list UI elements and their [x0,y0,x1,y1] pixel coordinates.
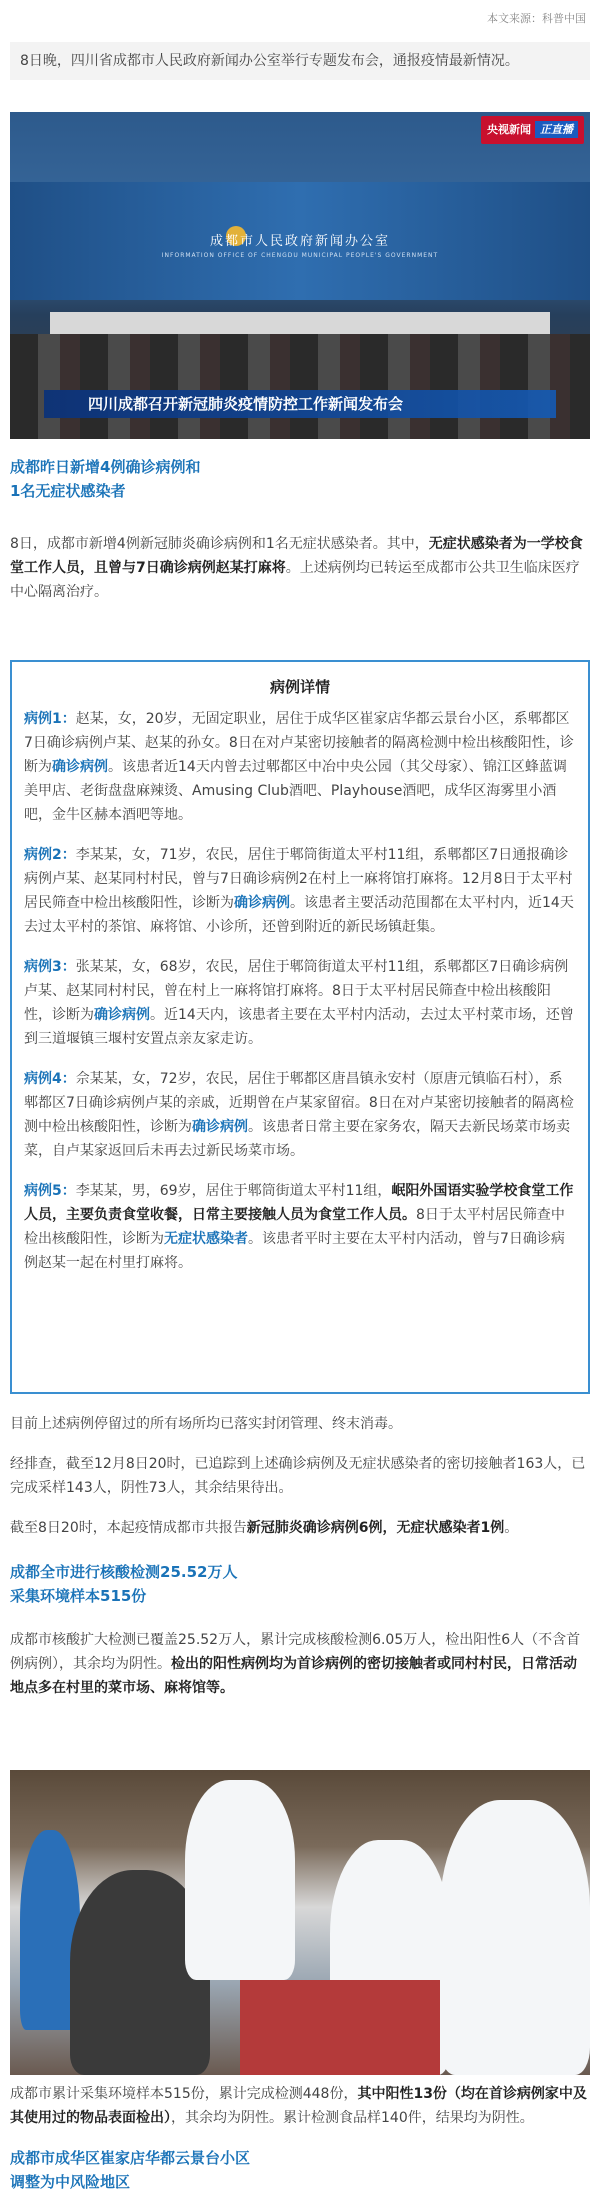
case-text: 李某某，女，71岁，农民，居住于郫筒街道太平村11组，系郫都区7日通报确诊病例卢某、赵某同村村民，曾与7日确诊病例2在村上一麻将馆打麻将。12月8日于太平村居民筛查中检出核酸阳性，诊断为 [24,847,573,911]
medical-worker [185,1780,295,1980]
case-3 [24,955,576,1051]
s3-bold: 其中阳性13份（均在首诊病例家中及其使用过的物品表面检出） [10,2086,587,2126]
case-text: 赵某，女，20岁，无固定职业，居住于成华区崔家店华都云景台小区，系郫都区7日确诊病例卢某、赵某的孙女。8日在对卢某密切接触者的隔离检测中检出核酸阳性，诊断为 [24,711,574,775]
office-name-en: INFORMATION OFFICE OF CHENGDU MUNICIPAL PEOPLE'S GOVERNMENT [161,252,439,259]
after-paragraph-1: 目前上述病例停留过的所有场所均已落实封闭管理、终末消毒。 [10,1416,402,1432]
case-2 [24,843,576,939]
medical-worker [440,1800,590,2075]
s2-bold: 检出的阳性病例均为首诊病例的密切接触者或同村村民，日常活动地点多在村里的菜市场、麻将馆等。 [10,1656,577,1696]
diagnosis-highlight: 确诊病例 [94,1007,150,1023]
case-label: 病例2： [24,847,76,863]
section1-title [10,455,200,503]
s3-text: 成都市累计采集环境样本515份，累计完成检测448份， [10,2086,358,2102]
source-credit: 本文来源：科普中国 [487,12,586,25]
intro-summary: 8日晚，四川省成都市人民政府新闻办公室举行专题发布会，通报疫情最新情况。 [10,42,590,80]
case-text: 佘某某，女，72岁，农民，居住于郫都区唐昌镇永安村（原唐元镇临石村），系郫都区7日确诊病例卢某的亲戚，近期曾在卢某家留宿。8日在对卢某密切接触者的隔离检测中检出核酸阳性，诊断为 [24,1071,574,1135]
testing-table [240,1980,440,2075]
section2-paragraph [10,1628,590,1700]
after-paragraph-2: 经排查，截至12月8日20时，已追踪到上述确诊病例及无症状感染者的密切接触者163人，已完成采样143人，阴性73人，其余结果待出。 [10,1456,586,1496]
s2-text: 成都市核酸扩大检测已覆盖25.52万人，累计完成核酸检测6.05万人，检出阳性6人（不含首例病例），其余均为阴性。 [10,1632,581,1672]
logo-text: 央视新闻 [487,123,531,136]
diagnosis-highlight: 无症状感染者 [164,1231,248,1247]
diagnosis-highlight: 确诊病例 [52,759,108,775]
nucleic-acid-testing-photo [10,1770,590,2075]
case-text: 李某某，男，69岁，居住于郫筒街道太平村11组， [75,1183,392,1199]
case-4 [24,1067,576,1163]
photo-caption: 四川成都召开新冠肺炎疫情防控工作新闻发布会 [44,390,556,418]
s1-text-c: 。上述病例均已转运至成都市公共卫生临床医疗中心隔离治疗。 [10,560,580,600]
case-label: 病例1： [24,711,76,727]
section2-title-line2: 采集环境样本515份 [10,1587,147,1605]
case-bold: 岷阳外国语实验学校食堂工作人员，主要负责食堂收餐，日常主要接触人员为食堂工作人员。 [24,1183,574,1223]
section3-title-line1: 成都市成华区崔家店华都云景台小区 [10,2149,251,2167]
case-5 [24,1179,576,1275]
section3-title [10,2146,250,2194]
section1-title-line2: 1名无症状感染者 [10,482,126,500]
case-label: 病例5： [24,1183,76,1199]
press-conference-photo [10,112,590,439]
case-1 [24,707,576,827]
case-text: 。该患者近14天内曾去过郫都区中冶中央公园（其父母家）、锦江区蜂蓝调美甲店、老街盘盘麻辣烫、Amusing Club酒吧、Playhouse酒吧，成华区海雾里小酒吧，金牛区赫本酒吧等地。 [24,759,567,823]
section3-title-line2: 调整为中风险地区 [10,2173,131,2191]
after-paragraph-3 [10,1516,590,1540]
case-text: 。该患者主要活动范围都在太平村内，近14天去过太平村的茶馆、麻将馆、小诊所，还曾到附近的新民场镇赶集。 [24,895,574,935]
case-text: 。该患者日常主要在家务农，隔天去新民场菜市场卖菜，自卢某家返回后未再去过新民场菜市场。 [24,1119,570,1159]
section3-paragraph [10,2082,590,2130]
s1-text-bold: 无症状感染者为一学校食堂工作人员，且曾与7日确诊病例赵某打麻将 [10,536,583,576]
case-text: 8日于太平村居民筛查中检出核酸阳性，诊断为 [24,1207,565,1247]
diagnosis-highlight: 确诊病例 [192,1119,248,1135]
p3-bold: 新冠肺炎确诊病例6例，无症状感染者1例 [246,1520,505,1536]
case-label: 病例4： [24,1071,76,1087]
office-name: 成都市人民政府新闻办公室 [209,234,390,249]
section1-title-line1: 成都昨日新增4例确诊病例和 [10,458,201,476]
diagnosis-highlight: 确诊病例 [234,895,290,911]
section1-paragraph [10,532,590,604]
case-details-title: 病例详情 [269,678,330,696]
s3-text: ，其余均为阴性。累计检测食品样140件，结果均为阴性。 [171,2110,534,2126]
section2-title-line1: 成都全市进行核酸检测25.52万人 [10,1563,238,1581]
podium-table [50,312,550,334]
audience [10,334,590,439]
case-label: 病例3： [24,959,76,975]
case-text: 张某某，女，68岁，农民，居住于郫筒街道太平村11组，系郫都区7日确诊病例卢某、赵某同村村民，曾在村上一麻将馆打麻将。8日于太平村居民筛查中检出核酸阳性，诊断为 [24,959,569,1023]
p3-text: 截至8日20时，本起疫情成都市共报告 [10,1520,247,1536]
case-details-box [10,660,590,1394]
case-text: 。近14天内，该患者主要在太平村内活动，去过太平村菜市场，还曾到三道堰镇三堰村安置点亲友家走访。 [24,1007,574,1047]
case-text: 。该患者平时主要在太平村内活动，曾与7日确诊病例赵某一起在村里打麻将。 [24,1231,565,1271]
cctv-logo [481,116,584,144]
section2-title [10,1560,237,1608]
p3-text: 。 [504,1520,519,1536]
live-badge: 正直播 [535,121,578,138]
s1-text-a: 8日，成都市新增4例新冠肺炎确诊病例和1名无症状感染者。其中， [10,536,429,552]
